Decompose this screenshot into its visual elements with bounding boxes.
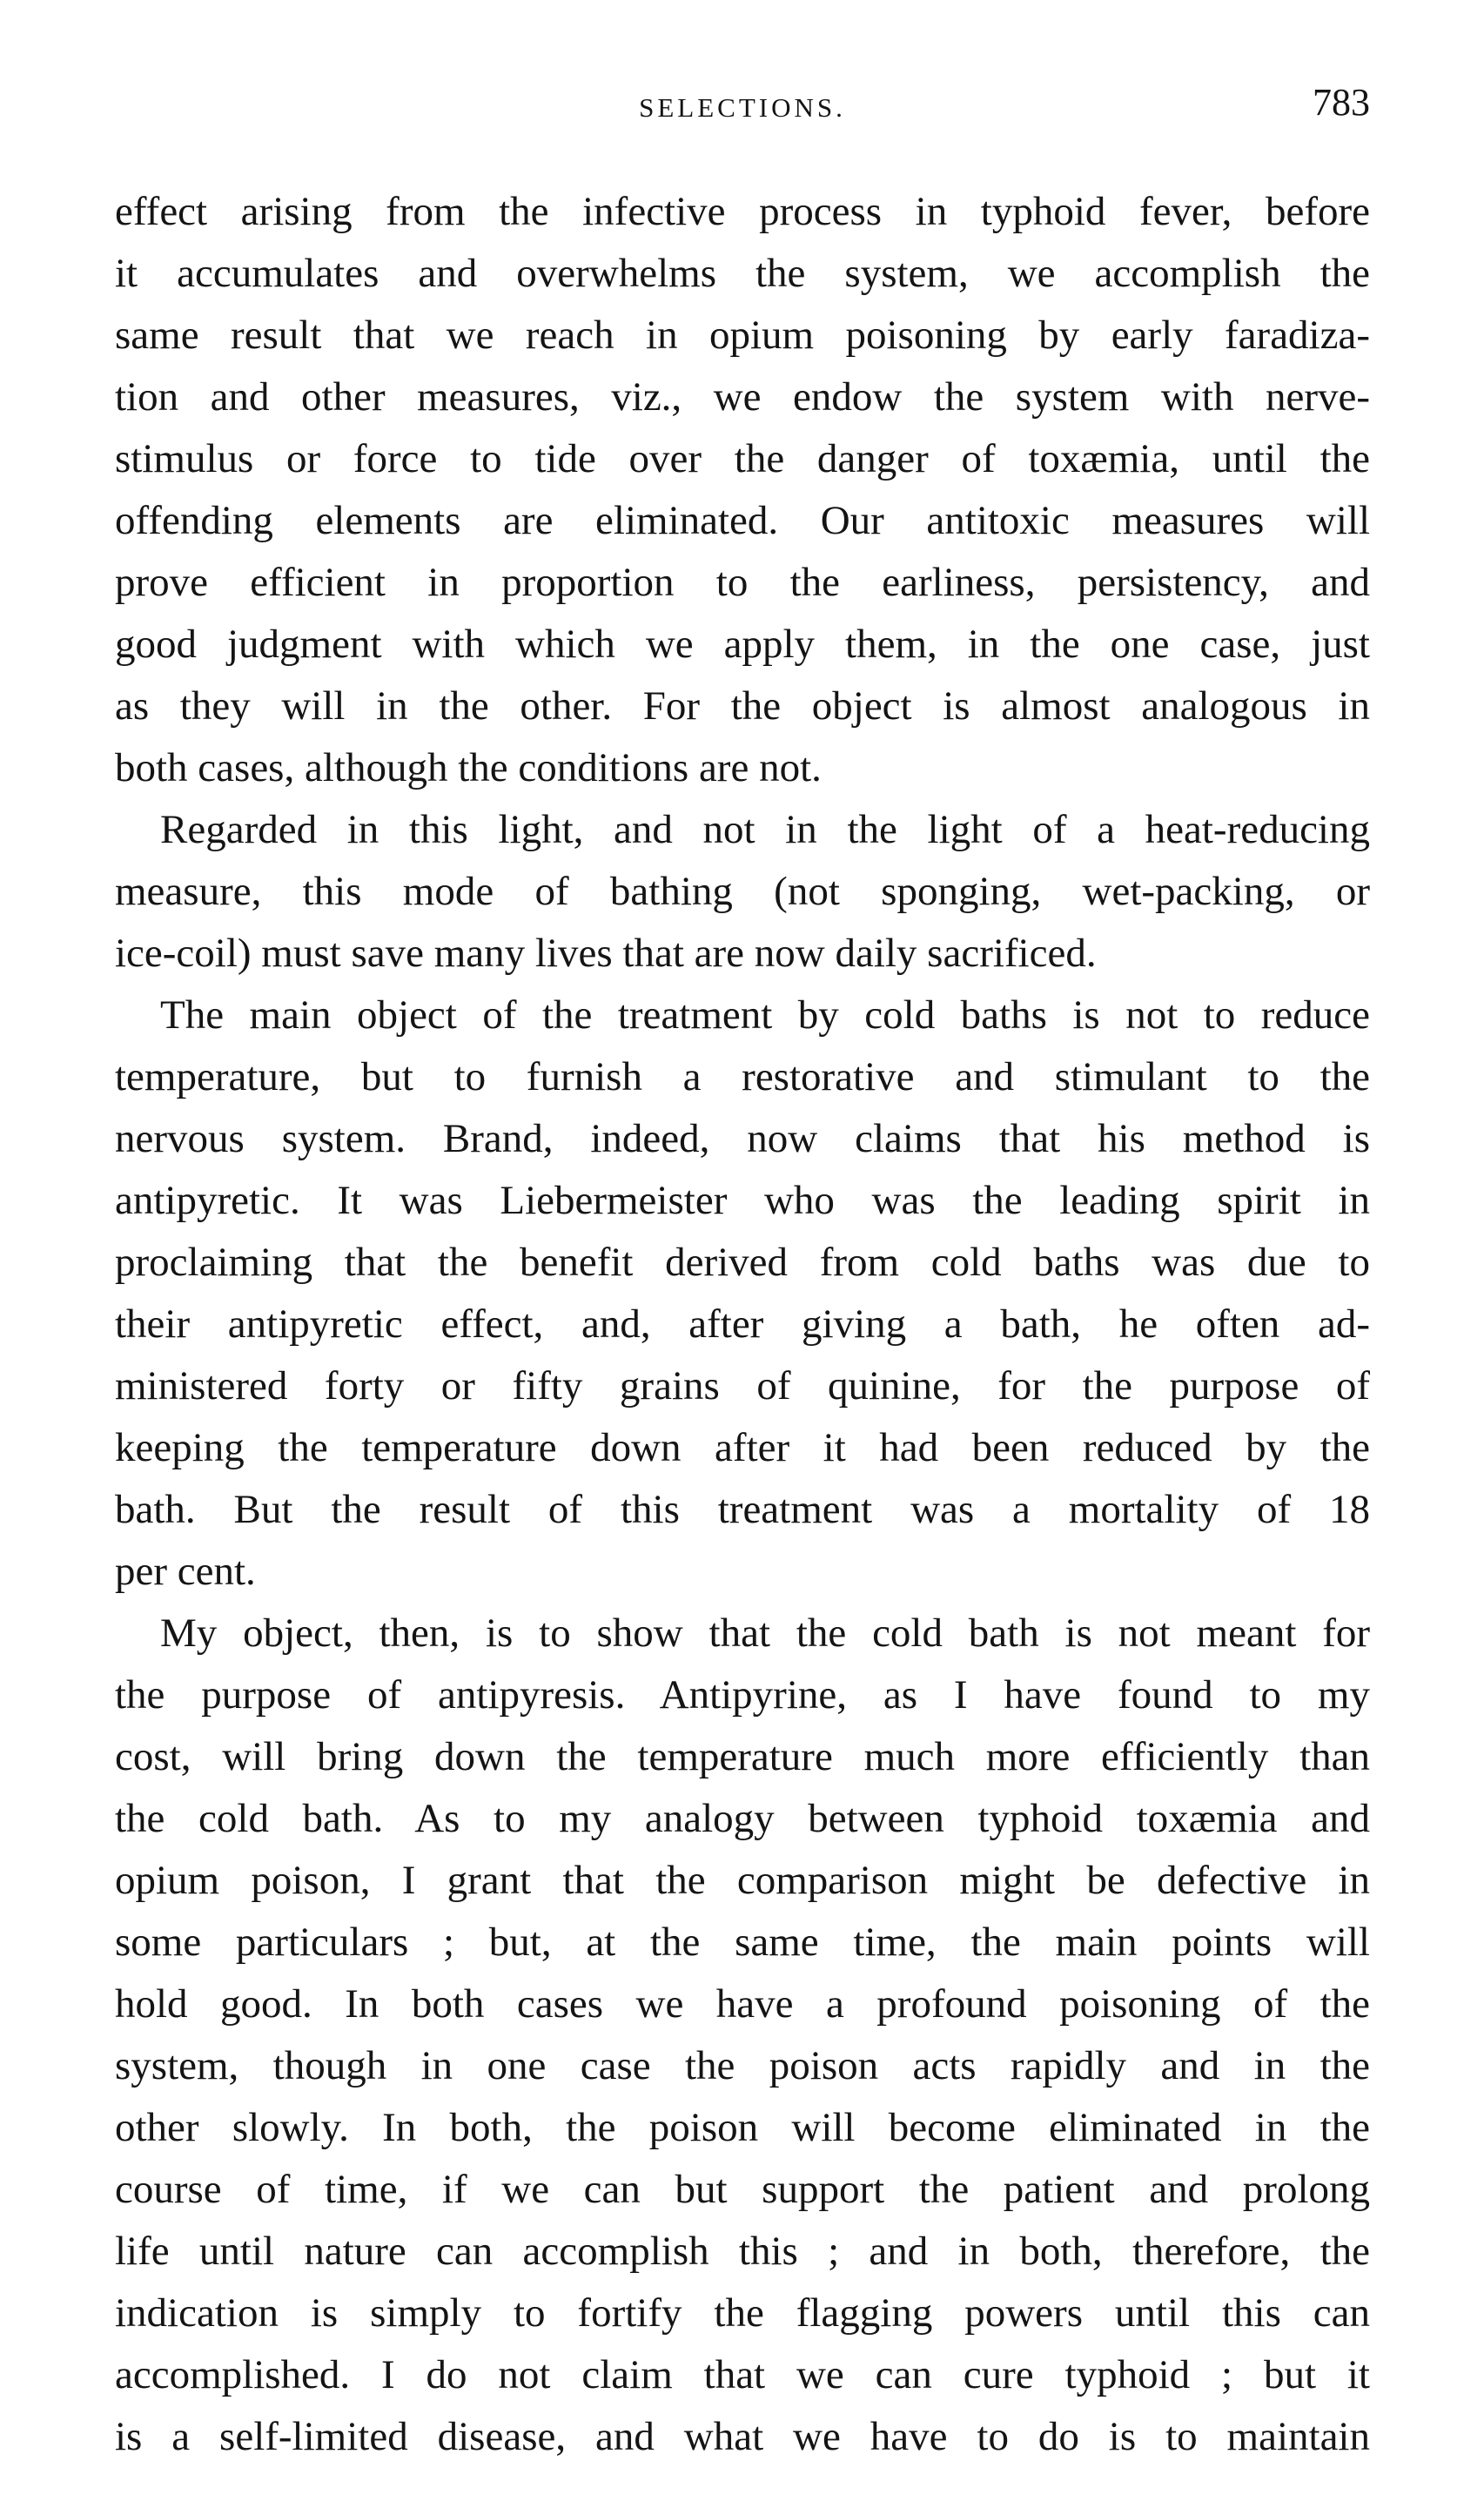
page-number: 783: [1313, 81, 1370, 124]
text-line: temperature, but to furnish a restorative and stimulant to the: [115, 1054, 1370, 1099]
text-line: as they will in the other. For the object is almost analogous in: [115, 683, 1370, 729]
body-text: [115, 181, 1370, 2468]
text-line: antipyretic. It was Liebermeister who was the leading spirit in: [115, 1178, 1370, 1223]
text-line: their antipyretic effect, and, after giving a bath, he often ad-: [115, 1301, 1370, 1347]
text-line: the purpose of antipyresis. Antipyrine, as I have found to my: [115, 1672, 1370, 1718]
document-page: [115, 80, 1370, 2468]
text-line: the cold bath. As to my analogy between typhoid toxæmia and: [115, 1796, 1370, 1841]
text-line: system, though in one case the poison acts rapidly and in the: [115, 2043, 1370, 2088]
text-line: proclaiming that the benefit derived from cold baths was due to: [115, 1240, 1370, 1285]
text-line: indication is simply to fortify the flagging powers until this can: [115, 2290, 1370, 2336]
text-line: both cases, although the conditions are not.: [115, 745, 822, 790]
text-line: offending elements are eliminated. Our antitoxic measures will: [115, 498, 1370, 543]
text-line: effect arising from the infective process in typhoid fever, before: [115, 189, 1370, 234]
text-line: it accumulates and overwhelms the system, we accomplish the: [115, 251, 1370, 296]
text-line: tion and other measures, viz., we endow the system with nerve-: [115, 374, 1370, 420]
text-line: cost, will bring down the temperature much more efficiently than: [115, 1734, 1370, 1779]
text-line: accomplished. I do not claim that we can cure typhoid ; but it: [115, 2352, 1370, 2397]
text-line: is a self-limited disease, and what we have to do is to maintain: [115, 2414, 1370, 2459]
text-line: good judgment with which we apply them, in the one case, just: [115, 622, 1370, 667]
paragraph-start-line: Regarded in this light, and not in the light of a heat-reducing: [160, 807, 1370, 852]
text-line: nervous system. Brand, indeed, now claims that his method is: [115, 1116, 1370, 1161]
running-head: SELECTIONS.: [639, 92, 846, 123]
text-line: same result that we reach in opium poisoning by early faradiza-: [115, 313, 1370, 358]
text-line: other slowly. In both, the poison will become eliminated in the: [115, 2105, 1370, 2150]
text-line: bath. But the result of this treatment was a mortality of 18: [115, 1487, 1370, 1532]
text-line: some particulars ; but, at the same time, the main points will: [115, 1920, 1370, 1965]
page-header: [115, 80, 1370, 150]
text-line: prove efficient in proportion to the earliness, persistency, and: [115, 560, 1370, 605]
paragraph-start-line: The main object of the treatment by cold baths is not to reduce: [160, 992, 1370, 1038]
text-line: measure, this mode of bathing (not sponging, wet-packing, or: [115, 869, 1370, 914]
text-line: hold good. In both cases we have a profound poisoning of the: [115, 1981, 1370, 2027]
text-line: per cent.: [115, 1549, 256, 1594]
paragraph-start-line: My object, then, is to show that the cold bath is not meant for: [160, 1610, 1370, 1656]
text-line: opium poison, I grant that the comparison might be defective in: [115, 1858, 1370, 1903]
text-line: life until nature can accomplish this ; and in both, therefore, the: [115, 2229, 1370, 2274]
text-line: ice-coil) must save many lives that are now daily sacrificed.: [115, 931, 1097, 976]
text-line: keeping the temperature down after it had been reduced by the: [115, 1425, 1370, 1470]
text-line: course of time, if we can but support the patient and prolong: [115, 2167, 1370, 2212]
text-line: ministered forty or fifty grains of quinine, for the purpose of: [115, 1363, 1370, 1409]
text-line: stimulus or force to tide over the danger of toxæmia, until the: [115, 436, 1370, 481]
